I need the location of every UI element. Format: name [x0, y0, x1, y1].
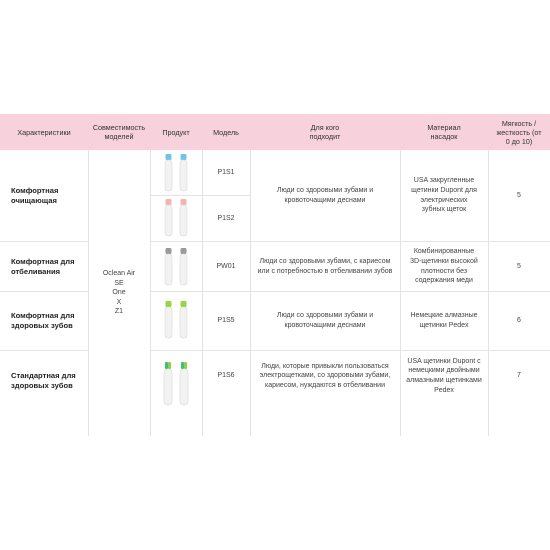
characteristic-cell: Комфортная для отбеливания	[11, 256, 75, 276]
brush-head-icon	[164, 301, 173, 339]
material-cell: USA щетинки Dupont с немецкими двойными алмазными щетинками Pedex	[406, 357, 482, 394]
header-product: Продукт	[162, 127, 190, 137]
softness-cell: 6	[517, 317, 521, 325]
brush-head-icon	[179, 301, 188, 339]
header-material: Материал насадок	[427, 123, 461, 141]
header-compatibility: Совместимость моделей	[92, 123, 146, 141]
brush-head-icon	[164, 199, 173, 237]
product-image	[150, 248, 202, 288]
for-whom-cell: Люди со здоровыми зубами и кровоточащими деснами	[276, 312, 374, 329]
softness-cell: 7	[517, 372, 521, 380]
header-softness: Мягкость / жесткость (от 0 до 10)	[496, 118, 542, 146]
compatible-model: SE	[114, 279, 124, 287]
model-code: PW01	[216, 262, 236, 270]
compatible-model: Z1	[114, 308, 124, 316]
for-whom-cell: Люди со здоровыми зубами, с кариесом или с потребностью в отбеливании зубов	[257, 257, 393, 275]
product-image	[150, 301, 202, 341]
brush-head-icon	[163, 362, 173, 406]
softness-cell: 5	[517, 262, 521, 270]
header-for-whom: Для кого подходит	[309, 123, 341, 141]
model-code: P1S5	[217, 317, 235, 325]
brush-head-icon	[179, 362, 189, 406]
characteristic-cell: Стандартная для здоровых зубов	[11, 371, 76, 390]
product-image	[150, 199, 202, 239]
material-cell: USA закругленные щетинки Dupont для электрических зубных щеток	[411, 177, 477, 214]
compatibility-cell	[88, 150, 150, 436]
for-whom-cell: Люди со здоровыми зубами и кровоточащими деснами	[276, 186, 374, 204]
model-code: P1S2	[217, 214, 235, 222]
comparison-table	[0, 114, 550, 436]
product-image	[150, 362, 202, 408]
product-image	[150, 154, 202, 194]
for-whom-cell: Люди, которые привыкли пользоваться электрощетками, со здоровыми зубами, кариесом, нуждаются в отбеливании	[259, 362, 391, 389]
compatible-model: One	[112, 289, 126, 297]
compatible-model: Oclean Air	[102, 270, 136, 278]
header-model: Модель	[213, 127, 239, 137]
brush-head-icon	[179, 248, 188, 286]
characteristic-cell: Комфортная очищающая	[11, 185, 59, 205]
brush-head-icon	[179, 199, 188, 237]
material-cell: Комбинированные 3D-щетинки высокой плотности без содержания меди	[410, 248, 478, 285]
header-characteristics: Характеристики	[17, 127, 71, 137]
model-code: P1S1	[217, 168, 235, 176]
brush-head-icon	[164, 154, 173, 192]
characteristic-cell: Комфортная для здоровых зубов	[11, 311, 75, 330]
softness-cell: 5	[517, 191, 521, 199]
brush-head-icon	[164, 248, 173, 286]
table-header	[0, 114, 550, 150]
model-code: P1S6	[217, 372, 235, 380]
material-cell: Немецкие алмазные щетинки Pedex	[410, 312, 478, 329]
compatible-model: X	[116, 298, 122, 306]
brush-head-icon	[179, 154, 188, 192]
